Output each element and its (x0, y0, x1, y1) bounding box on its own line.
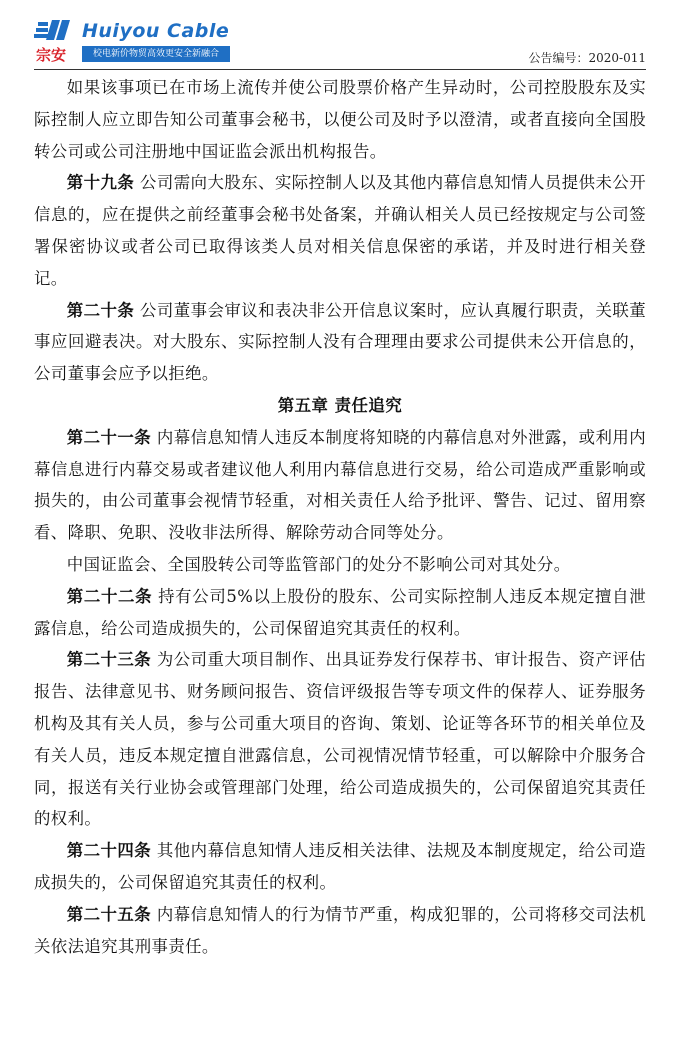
paragraph-continuation: 如果该事项已在市场上流传并使公司股票价格产生异动时，公司控股股东及实际控制人应立即告知公司董事会秘书，以便公司及时予以澄清，或者直接向全国股转公司或公司注册地中国证监会派出机构报告。 (34, 78, 646, 161)
article-19-text: 公司需向大股东、实际控制人以及其他内幕信息知情人员提供未公开信息的，应在提供之前经董事会秘书处备案，并确认相关人员已经按规定与公司签署保密协议或者公司已取得该类人员对相关信息保密的承诺，并及时进行相关登记。 (34, 173, 646, 288)
header-divider (34, 69, 646, 70)
article-23-title: 第二十三条 (66, 650, 152, 670)
article-24-title: 第二十四条 (66, 841, 152, 861)
article-22-title: 第二十二条 (66, 586, 153, 606)
article-20-text: 公司董事会审议和表决非公开信息议案时，应认真履行职责，关联董事应回避表决。对大股东、实际控制人没有合理理由要求公司提供未公开信息的，公司董事会应予以拒绝。 (34, 300, 646, 384)
logo-tagline: 校电新价物贸高效更安全新融合 (82, 46, 230, 62)
article-21-paragraph-2: 中国证监会、全国股转公司等监管部门的处分不影响公司对其处分。 (66, 554, 571, 574)
document-body (34, 72, 646, 962)
company-logo (34, 18, 234, 66)
article-20 (34, 295, 646, 390)
logo-mark-icon (34, 18, 78, 64)
article-23-text: 为公司重大项目制作、出具证券发行保荐书、审计报告、资产评估报告、法律意见书、财务顾问报告、资信评级报告等专项文件的保荐人、证券服务机构及其有关人员，参与公司重大项目的咨询、策划、论证等各环节的相关单位及有关人员，违反本规定擅自泄露信息，公司视情况情节轻重，可以解除中介服务合同，报送有关行业协会或管理部门处理，给公司造成损失的，公司保留追究其责任的权利。 (34, 650, 646, 829)
chapter-heading: 第五章 责任追究 (277, 395, 403, 415)
article-23 (34, 644, 646, 835)
article-21-text: 内幕信息知情人违反本制度将知晓的内幕信息对外泄露，或利用内幕信息进行内幕交易或者建议他人利用内幕信息进行交易，给公司造成严重影响或损失的，由公司董事会视情节轻重，对相关责任人给予批评、警告、记过、留用察看、降职、免职、没收非法所得、解除劳动合同等处分。 (34, 427, 646, 543)
article-22 (34, 581, 646, 645)
article-25-title: 第二十五条 (66, 904, 152, 924)
article-19 (34, 167, 646, 294)
logo-cn-text: 宗安 (36, 46, 67, 64)
page-header (34, 18, 646, 68)
logo-wordmark: Huiyou Cable (82, 20, 230, 42)
article-21 (34, 422, 646, 549)
article-20-title: 第二十条 (66, 300, 135, 320)
article-19-title: 第十九条 (66, 173, 135, 193)
article-21-title: 第二十一条 (66, 427, 152, 447)
article-25 (34, 899, 646, 963)
article-22-text: 持有公司5%以上股份的股东、公司实际控制人违反本规定擅自泄露信息，给公司造成损失的，公司保留追究其责任的权利。 (34, 586, 646, 638)
article-24 (34, 835, 646, 899)
article-24-text: 其他内幕信息知情人违反相关法律、法规及本制度规定，给公司造成损失的，公司保留追究其责任的权利。 (34, 841, 646, 892)
article-25-text: 内幕信息知情人的行为情节严重，构成犯罪的，公司将移交司法机关依法追究其刑事责任。 (34, 904, 646, 956)
notice-number: 公告编号：2020-011 (528, 51, 646, 65)
